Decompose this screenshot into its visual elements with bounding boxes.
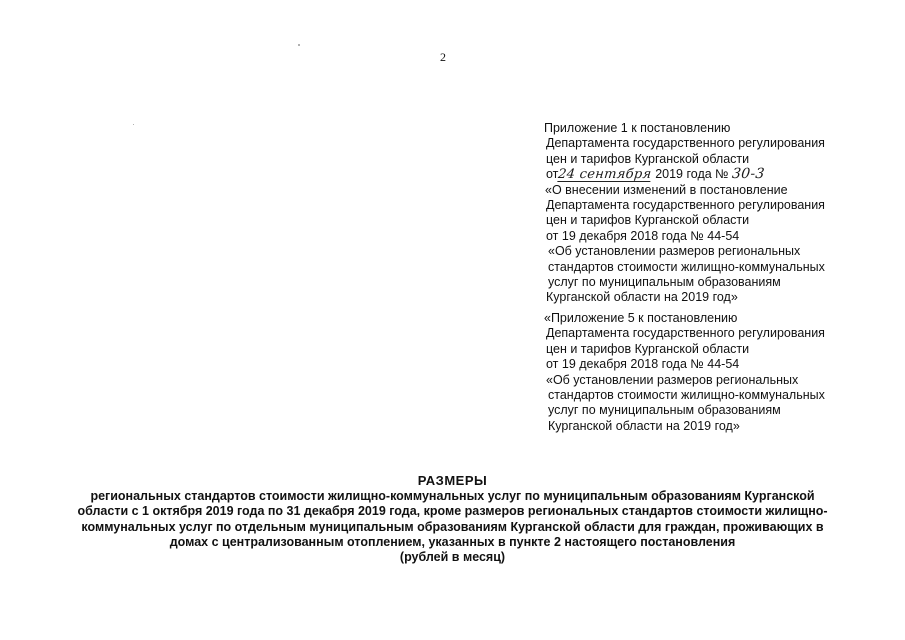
title-line-3: коммунальных услуг по отдельным муниципальным образованиям Курганской области для граждан, проживающих в	[81, 519, 824, 534]
title-line-4: домах с централизованным отоплением, указанных в пункте 2 настоящего постановления	[169, 534, 736, 549]
title-line-1: региональных стандартов стоимости жилищно-коммунальных услуг по муниципальным образованиям Курганской	[90, 489, 815, 504]
annex-5-line-4: от 19 декабря 2018 года № 44-54	[546, 357, 740, 372]
annex-1-date-prefix: от	[546, 167, 559, 182]
document-title	[40, 473, 865, 565]
annex-5-line-7: услуг по муниципальным образованиям	[548, 403, 781, 418]
page-number: 2	[440, 50, 446, 64]
annex-1-line-10: стандартов стоимости жилищно-коммунальных	[548, 259, 825, 274]
annex-1-line-11: услуг по муниципальным образованиям	[548, 275, 781, 290]
annex-5-line-2: Департамента государственного регулирования	[546, 326, 825, 341]
annex-1-year-text: 2019 года №	[655, 167, 729, 182]
title-heading: РАЗМЕРЫ	[417, 473, 488, 488]
annex-5-line-6: стандартов стоимости жилищно-коммунальных	[548, 388, 825, 403]
handwritten-date: 24 сентября	[557, 167, 653, 183]
annex-5-line-8: Курганской области на 2019 год»	[548, 418, 740, 433]
annex-5-line-1: «Приложение 5 к постановлению	[544, 311, 738, 325]
annex-1-line-2: Департамента государственного регулирования	[546, 136, 825, 151]
annex-1-line-12: Курганской области на 2019 год»	[546, 290, 738, 305]
annex-1-line-9: «Об установлении размеров региональных	[548, 244, 801, 259]
annex-1-line-4	[544, 167, 825, 182]
title-line-2: области с 1 октября 2019 года по 31 декабря 2019 года, кроме размеров региональных стандартов стоимости жилищно-	[77, 504, 828, 519]
annex-1-line-3: цен и тарифов Курганской области	[546, 151, 750, 166]
annex-5-header	[544, 311, 825, 434]
annex-1-header	[544, 121, 825, 306]
annex-1-line-6: Департамента государственного регулирования	[546, 198, 825, 213]
annex-1-line-1: Приложение 1 к постановлению	[544, 121, 731, 135]
annex-1-line-8: от 19 декабря 2018 года № 44-54	[546, 228, 740, 243]
annex-1-line-5: «О внесении изменений в постановление	[545, 182, 788, 197]
annex-5-line-3: цен и тарифов Курганской области	[546, 341, 750, 356]
scan-speck	[133, 124, 134, 125]
annex-5-line-5: «Об установлении размеров региональных	[546, 372, 799, 387]
handwritten-number: 30-3	[731, 166, 766, 183]
scan-speck	[298, 44, 300, 46]
annex-1-line-7: цен и тарифов Курганской области	[546, 213, 750, 228]
title-units: (рублей в месяц)	[399, 550, 506, 565]
